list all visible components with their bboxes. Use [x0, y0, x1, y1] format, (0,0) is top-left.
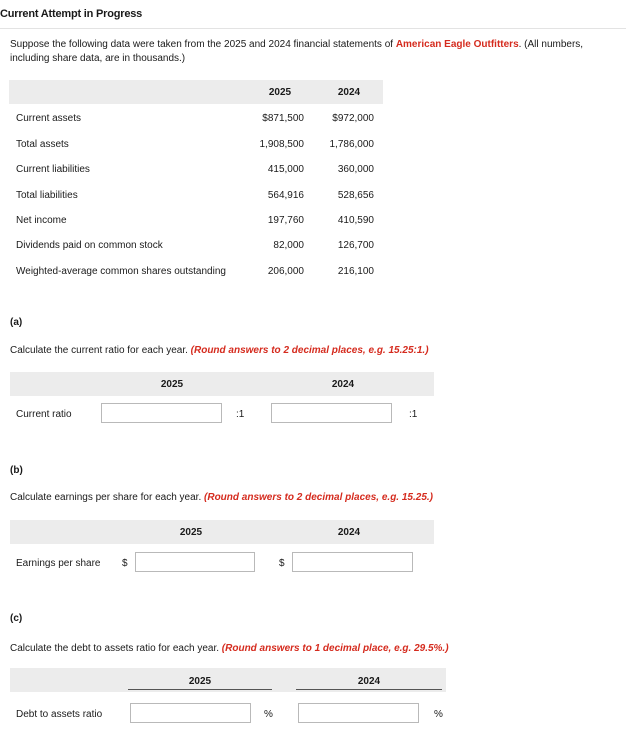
part-a-question: [10, 345, 429, 356]
eps-dollar-2025: $: [122, 558, 128, 569]
problem-intro: [10, 38, 610, 66]
debt-to-assets-label: Debt to assets ratio: [16, 709, 103, 720]
eps-label: Earnings per share: [16, 558, 101, 569]
header-divider: [0, 28, 626, 29]
data-value-2024: 126,700: [337, 240, 374, 251]
part-c-letter: (c): [10, 613, 23, 624]
part-a-table-header: [10, 372, 434, 396]
part-b-col-2025: 2025: [179, 527, 203, 538]
data-row-label: Net income: [16, 215, 67, 226]
current-ratio-2025-input[interactable]: [101, 403, 222, 423]
col-2024-underline: [296, 689, 442, 690]
eps-dollar-2024: $: [279, 558, 285, 569]
data-value-2025: 197,760: [267, 215, 304, 226]
data-row-label: Total assets: [16, 139, 69, 150]
data-value-2025: 82,000: [273, 240, 304, 251]
data-row-label: Dividends paid on common stock: [16, 240, 163, 251]
data-value-2025: $871,500: [262, 113, 304, 124]
part-b-question-text: Calculate earnings per share for each year.: [10, 492, 202, 503]
debt-to-assets-2024-input[interactable]: [298, 703, 419, 723]
intro-text-before: Suppose the following data were taken from the 2025 and 2024 financial statements of: [10, 39, 396, 50]
intro-text-after: . (All numbers, including share data, are in thousands.): [10, 39, 584, 64]
data-row-label: Current liabilities: [16, 164, 90, 175]
part-c-question: [10, 643, 449, 654]
data-value-2025: 1,908,500: [259, 139, 304, 150]
col-2025-underline: [128, 689, 272, 690]
data-value-2024: 410,590: [337, 215, 374, 226]
percent-suffix-2025: %: [264, 709, 273, 720]
part-c-col-2025: 2025: [188, 676, 212, 687]
part-b-instruction: (Round answers to 2 decimal places, e.g. 15.25.): [204, 492, 433, 503]
part-c-question-text: Calculate the debt to assets ratio for each year.: [10, 643, 220, 654]
part-a-question-text: Calculate the current ratio for each year.: [10, 345, 188, 356]
part-b-col-2024: 2024: [337, 527, 361, 538]
page-title: Current Attempt in Progress: [0, 8, 143, 20]
part-a-instruction: (Round answers to 2 decimal places, e.g. 15.25:1.): [190, 345, 429, 356]
data-value-2025: 206,000: [267, 266, 304, 277]
percent-suffix-2024: %: [434, 709, 443, 720]
part-b-letter: (b): [10, 465, 23, 476]
data-value-2024: 360,000: [337, 164, 374, 175]
data-value-2024: 1,786,000: [329, 139, 374, 150]
part-a-col-2024: 2024: [331, 379, 355, 390]
eps-2025-input[interactable]: [135, 552, 255, 572]
company-name: American Eagle Outfitters: [395, 39, 519, 50]
data-value-2025: 415,000: [267, 164, 304, 175]
part-c-col-2024: 2024: [357, 676, 381, 687]
data-value-2025: 564,916: [267, 190, 304, 201]
ratio-suffix-2024: :1: [409, 409, 418, 420]
data-table-header: [9, 80, 383, 104]
data-value-2024: $972,000: [332, 113, 374, 124]
data-value-2024: 528,656: [337, 190, 374, 201]
part-b-table-header: [10, 520, 434, 544]
part-a-col-2025: 2025: [160, 379, 184, 390]
part-b-question: [10, 492, 433, 503]
current-ratio-label: Current ratio: [16, 409, 72, 420]
data-col-2024: 2024: [337, 87, 361, 98]
data-value-2024: 216,100: [337, 266, 374, 277]
debt-to-assets-2025-input[interactable]: [130, 703, 251, 723]
data-col-2025: 2025: [268, 87, 292, 98]
data-row-label: Current assets: [16, 113, 82, 124]
ratio-suffix-2025: :1: [236, 409, 245, 420]
part-a-letter: (a): [10, 317, 23, 328]
data-row-label: Weighted-average common shares outstanding: [16, 266, 226, 277]
eps-2024-input[interactable]: [292, 552, 413, 572]
current-ratio-2024-input[interactable]: [271, 403, 392, 423]
data-row-label: Total liabilities: [16, 190, 78, 201]
part-c-instruction: (Round answers to 1 decimal place, e.g. 29.5%.): [221, 643, 449, 654]
